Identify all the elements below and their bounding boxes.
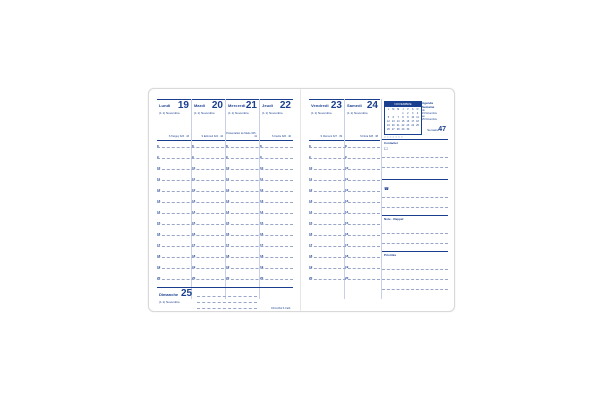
hour-label: 15	[309, 221, 313, 225]
mini-calendar-cell: J	[402, 108, 404, 111]
contacts-label: Contacter	[384, 141, 399, 145]
mini-calendar-cell: 14	[396, 120, 400, 123]
hour-label: 20	[260, 276, 264, 280]
side-rule	[382, 157, 448, 159]
left-page	[157, 99, 293, 310]
hour-label: 19	[309, 265, 313, 269]
hour-label: 16	[226, 232, 230, 236]
hour-rule	[157, 268, 293, 270]
hour-label: 15	[260, 221, 264, 225]
hour-rule	[157, 180, 293, 182]
hour-rule	[157, 147, 293, 149]
mini-calendar-cell: 10	[411, 116, 415, 119]
hour-rule	[157, 202, 293, 204]
day-name: Jeudi	[262, 103, 273, 108]
hour-label: 16	[345, 232, 349, 236]
hour-label: 14	[345, 210, 349, 214]
hour-rule	[157, 224, 293, 226]
hour-label: 18	[157, 254, 161, 258]
hour-label: 11	[157, 177, 161, 181]
notes-label: Note - Rappel	[384, 217, 404, 221]
hour-label: 17	[226, 243, 230, 247]
hour-rule	[157, 235, 293, 237]
hour-label: 15	[157, 221, 161, 225]
mini-calendar-cell: 23	[406, 124, 410, 127]
sunday-box	[157, 287, 293, 312]
side-rule	[382, 197, 448, 199]
hour-label: 18	[309, 254, 313, 258]
hour-label: 17	[345, 243, 349, 247]
mini-calendar-cell: 16	[406, 120, 410, 123]
day-name: Samedi	[347, 103, 362, 108]
mini-calendar-cell: 22	[401, 124, 405, 127]
hour-label: 8	[192, 144, 194, 148]
hour-label: 14	[226, 210, 230, 214]
mini-calendar-cell: 1	[402, 112, 404, 115]
mini-calendar-cell: 2	[407, 112, 409, 115]
mini-calendar-cell: 27	[391, 128, 395, 131]
mini-calendar-cell: 29	[401, 128, 405, 131]
week-line: 19 Novembre	[422, 112, 438, 115]
sunday-number: 25	[181, 288, 193, 299]
day-number: 21	[245, 100, 257, 111]
hour-label: 10	[260, 166, 264, 170]
day-footnote: Présentation de Marie 325 · 41	[226, 132, 257, 138]
hour-label: 8	[345, 144, 347, 148]
hour-label: 8	[260, 144, 262, 148]
hour-label: 20	[157, 276, 161, 280]
hour-label: 14	[260, 210, 264, 214]
mini-calendar-title: NOVEMBRE	[385, 102, 421, 107]
mini-calendar-cell: 5	[387, 116, 390, 119]
hour-label: 11	[309, 177, 313, 181]
hour-label: 10	[192, 166, 196, 170]
day-name: Mardi	[194, 103, 206, 108]
week-number: 47	[438, 126, 446, 133]
day-header	[226, 99, 259, 141]
hour-label: 9	[157, 155, 159, 159]
week-circles: ○○○○○○○	[384, 135, 404, 139]
hour-label: 12	[260, 188, 264, 192]
hour-label: 13	[226, 199, 230, 203]
hour-label: 11	[345, 177, 349, 181]
mini-calendar-cell: V	[407, 108, 409, 111]
side-rule	[382, 289, 448, 291]
mini-calendar-cell: 18	[416, 120, 419, 123]
hour-label: 17	[157, 243, 161, 247]
hour-label: 16	[157, 232, 161, 236]
hour-label: 13	[345, 199, 349, 203]
day-subtitle: (1 1) Novembre	[347, 111, 368, 115]
day-number: 22	[279, 100, 291, 111]
planner-spread	[148, 88, 455, 312]
hour-rule	[157, 169, 293, 171]
mini-calendar-cell: 30	[406, 128, 410, 131]
hour-label: 19	[157, 265, 161, 269]
day-subtitle: (1 1) Novembre	[262, 111, 283, 115]
mini-calendar-cell: 4	[416, 112, 419, 115]
hour-label: 9	[309, 155, 311, 159]
hour-label: 11	[226, 177, 230, 181]
hour-label: 19	[260, 265, 264, 269]
hour-label: 19	[226, 265, 230, 269]
mini-calendar-cell: D	[416, 108, 419, 111]
day-footnote: S Edmond 324 · 42	[201, 135, 223, 138]
mini-calendar-cell: 15	[401, 120, 405, 123]
hour-label: 8	[309, 144, 311, 148]
hour-label: 13	[157, 199, 161, 203]
mini-calendar-grid	[386, 108, 420, 133]
hour-label: 12	[192, 188, 196, 192]
mini-calendar-cell: 7	[397, 116, 399, 119]
hour-label: 20	[192, 276, 196, 280]
todo-section	[382, 251, 448, 300]
mini-calendar-cell: 11	[416, 116, 419, 119]
side-rule	[382, 167, 448, 169]
hour-rule	[157, 246, 293, 248]
sunday-rule	[197, 302, 257, 304]
side-rule	[382, 233, 448, 235]
week-line: du	[422, 109, 425, 112]
week-line: 25 Novembre	[422, 118, 438, 121]
side-rule	[382, 243, 448, 245]
hour-label: 14	[192, 210, 196, 214]
hour-label: 12	[309, 188, 313, 192]
mini-calendar-cell: 6	[392, 116, 394, 119]
day-header	[309, 99, 344, 141]
mini-calendar-cell	[415, 128, 420, 132]
day-footnote: S Cécile 326 · 40	[271, 135, 291, 138]
hour-label: 16	[192, 232, 196, 236]
mini-calendar-cell: M	[397, 108, 400, 111]
hour-label: 9	[260, 155, 262, 159]
hour-label: 16	[309, 232, 313, 236]
mini-calendar-cell: 20	[391, 124, 395, 127]
sunday-rule	[197, 296, 257, 298]
day-number: 24	[366, 100, 378, 111]
phone-icon: ☎	[384, 186, 389, 191]
day-header	[192, 99, 225, 141]
mini-calendar-cell: 19	[387, 124, 390, 127]
hour-label: 19	[345, 265, 349, 269]
mini-calendar-cell: 13	[391, 120, 395, 123]
todo-label: Priorités	[384, 253, 397, 257]
side-column	[381, 99, 448, 299]
hour-label: 14	[157, 210, 161, 214]
mini-calendar-cell: L	[387, 108, 390, 111]
hour-label: 16	[260, 232, 264, 236]
side-rule	[382, 269, 448, 271]
hour-label: 20	[309, 276, 313, 280]
hour-label: 15	[345, 221, 349, 225]
day-subtitle: (1 1) Novembre	[194, 111, 215, 115]
day-number: 23	[330, 100, 342, 111]
contacts-section	[382, 139, 448, 180]
side-rule	[382, 207, 448, 209]
hour-label: 12	[345, 188, 349, 192]
mini-calendar-cell: 26	[387, 128, 390, 131]
sunday-footnote: Christ Roi S Cath.	[270, 307, 291, 310]
week-line: au	[422, 115, 425, 118]
mini-calendar	[384, 101, 422, 135]
hour-label: 18	[260, 254, 264, 258]
day-subtitle: (1 1) Novembre	[311, 111, 332, 115]
hour-label: 9	[192, 155, 194, 159]
hour-label: 20	[345, 276, 349, 280]
hour-label: 18	[345, 254, 349, 258]
day-name: Vendredi	[311, 103, 329, 108]
mini-calendar-cell: M	[392, 108, 395, 111]
day-number: 19	[177, 100, 189, 111]
hour-label: 13	[260, 199, 264, 203]
hour-label: 20	[226, 276, 230, 280]
hour-label: 12	[226, 188, 230, 192]
hour-label: 17	[192, 243, 196, 247]
sunday-subtitle: (1 1) Novembre	[159, 300, 180, 304]
week-info	[422, 101, 446, 133]
hour-rule	[157, 191, 293, 193]
hour-label: 17	[309, 243, 313, 247]
day-number: 20	[211, 100, 223, 111]
day-header	[157, 99, 191, 141]
hour-label: 10	[157, 166, 161, 170]
day-footnote: S Clément 327 · 39	[320, 135, 342, 138]
mini-calendar-cell: 3	[412, 112, 414, 115]
hour-label: 9	[345, 155, 347, 159]
right-page	[309, 99, 447, 299]
week-label: Semaine	[427, 128, 439, 132]
hour-label: 12	[157, 188, 161, 192]
day-header	[345, 99, 380, 141]
hour-label: 11	[260, 177, 264, 181]
sunday-rule	[197, 308, 257, 310]
hour-rule	[157, 213, 293, 215]
day-footnote: S Flora 328 · 38	[360, 135, 378, 138]
mini-calendar-cell: 28	[396, 128, 400, 131]
day-name: Mercredi	[228, 103, 246, 108]
mini-calendar-cell: 8	[402, 116, 404, 119]
hour-label: 15	[192, 221, 196, 225]
hour-label: 18	[192, 254, 196, 258]
hour-label: 8	[157, 144, 159, 148]
mini-calendar-cell: 12	[387, 120, 390, 123]
hour-label: 17	[260, 243, 264, 247]
hour-label: 15	[226, 221, 230, 225]
sunday-name: Dimanche	[159, 292, 179, 297]
hour-label: 19	[192, 265, 196, 269]
mini-calendar-cell: 17	[411, 120, 415, 123]
side-rule	[382, 279, 448, 281]
hour-label: 18	[226, 254, 230, 258]
mini-calendar-cell: 24	[411, 124, 415, 127]
hour-label: 10	[226, 166, 230, 170]
hour-rule	[157, 257, 293, 259]
hour-label: 10	[309, 166, 313, 170]
hour-label: 10	[345, 166, 349, 170]
hour-label: 13	[309, 199, 313, 203]
mini-calendar-cell: 25	[416, 124, 419, 127]
day-footnote: S Tanguy 323 · 43	[168, 135, 189, 138]
hour-label: 14	[309, 210, 313, 214]
hour-rule	[157, 158, 293, 160]
day-subtitle: (1 1) Novembre	[159, 111, 180, 115]
planner-spine	[300, 89, 301, 311]
checkbox-icon: ☐	[384, 146, 388, 151]
day-header	[260, 99, 293, 141]
hour-rule	[157, 279, 293, 281]
mini-calendar-cell: S	[411, 108, 414, 111]
hour-label: 9	[226, 155, 228, 159]
day-name: Lundi	[159, 103, 171, 108]
hour-label: 8	[226, 144, 228, 148]
week-title: Agenda Semaine	[422, 101, 435, 109]
hour-label: 11	[192, 177, 196, 181]
hour-label: 13	[192, 199, 196, 203]
day-subtitle: (1 1) Novembre	[228, 111, 249, 115]
mini-calendar-cell: 9	[407, 116, 409, 119]
mini-calendar-cell: 21	[396, 124, 400, 127]
